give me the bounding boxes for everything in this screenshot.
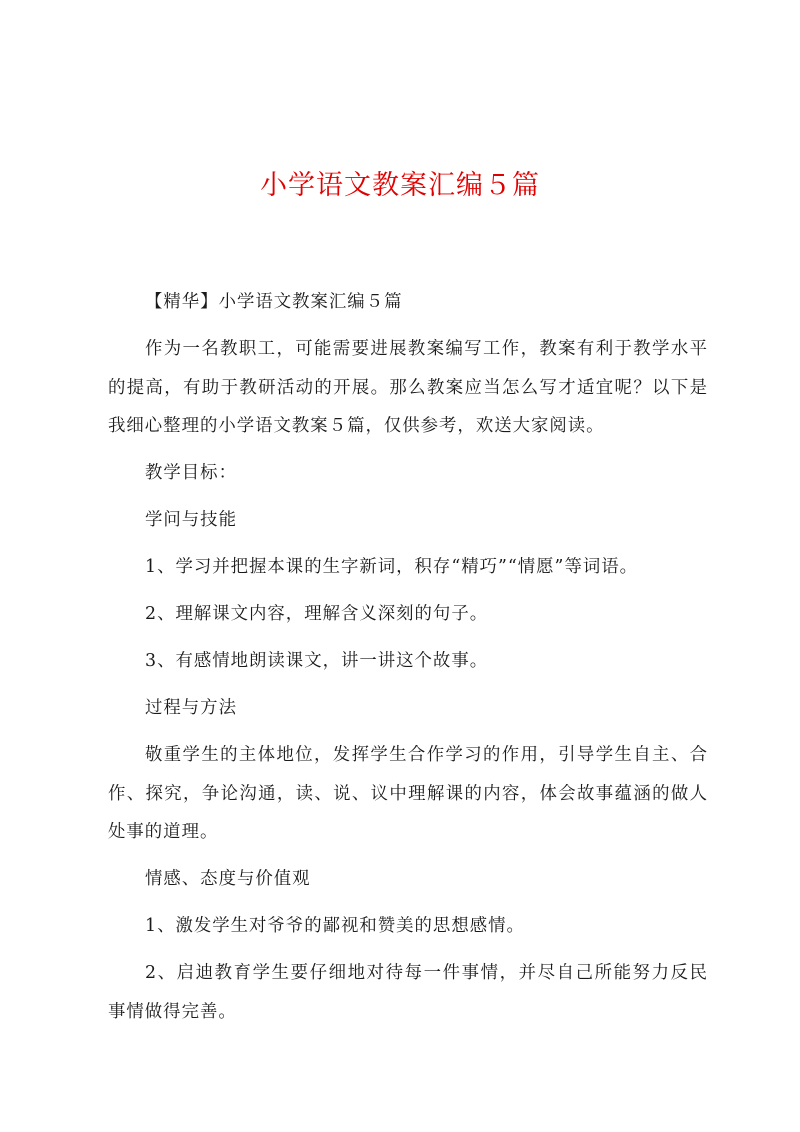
section-heading-knowledge-skills: 学问与技能 bbox=[145, 510, 237, 530]
document-body bbox=[108, 283, 708, 1040]
document-title: 小学语文教案汇编５篇 bbox=[260, 170, 540, 201]
intro-paragraph: 作为一名教职工，可能需要进展教案编写工作，教案有利于教学水平的提高，有助于教研活动的开展。那么教案应当怎么写才适宜呢？以下是我细心整理的小学语文教案５篇，仅供参考，欢送大家阅读。 bbox=[108, 339, 708, 436]
list-item: 3、有感情地朗读课文，讲一讲这个故事。 bbox=[145, 651, 489, 671]
section-heading-emotion-attitude-values: 情感、态度与价值观 bbox=[145, 869, 311, 889]
list-item: 2、启迪教育学生要仔细地对待每一件事情，并尽自己所能努力反民事情做得完善。 bbox=[108, 963, 708, 1022]
list-item: 2、理解课文内容，理解含义深刻的句子。 bbox=[145, 604, 489, 624]
subtitle-paragraph: 【精华】小学语文教案汇编５篇 bbox=[145, 292, 403, 312]
list-item: 1、学习并把握本课的生字新词，积存“精巧”“情愿”等词语。 bbox=[145, 557, 639, 577]
section-heading-teaching-goals: 教学目标： bbox=[145, 463, 237, 483]
section-heading-process-methods: 过程与方法 bbox=[145, 698, 237, 718]
body-paragraph: 敬重学生的主体地位，发挥学生合作学习的作用，引导学生自主、合作、探究，争论沟通，读、说、议中理解课的内容，体会故事蕴涵的做人处事的道理。 bbox=[108, 745, 708, 842]
list-item: 1、激发学生对爷爷的鄙视和赞美的思想感情。 bbox=[145, 916, 525, 936]
